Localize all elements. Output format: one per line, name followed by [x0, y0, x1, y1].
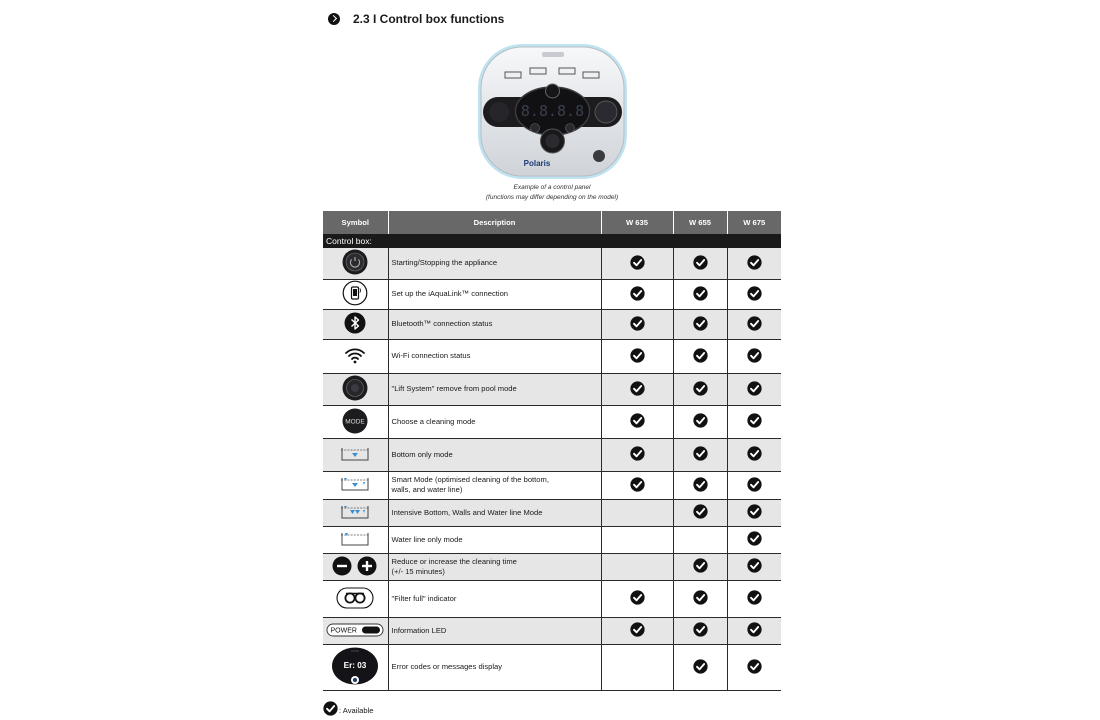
description-cell [388, 471, 601, 499]
error-display-icon [331, 646, 379, 686]
check-icon [630, 348, 645, 363]
description-line: Starting/Stopping the appliance [391, 258, 498, 268]
description-cell [388, 580, 601, 617]
description-line: "Filter full" indicator [391, 593, 457, 603]
check-icon [693, 316, 708, 331]
panel-caption [400, 183, 704, 203]
availability-cell-w655 [673, 438, 727, 471]
smartphone-icon [342, 280, 368, 306]
header-model-w675: W 675 [727, 211, 781, 234]
description-line: Smart Mode (optimised cleaning of the bottom, [391, 475, 549, 484]
check-icon [693, 255, 708, 270]
lift-system-icon [342, 375, 368, 401]
description-cell [388, 405, 601, 438]
symbol-cell [323, 405, 388, 438]
availability-cell-w635 [601, 438, 673, 471]
section-row [323, 234, 781, 248]
availability-cell-w655 [673, 248, 727, 279]
check-icon [747, 413, 762, 428]
check-icon [630, 446, 645, 461]
availability-cell-w635 [601, 405, 673, 438]
check-icon [630, 255, 645, 270]
availability-cell-w655 [673, 471, 727, 499]
description-cell [388, 553, 601, 580]
check-icon [693, 413, 708, 428]
availability-cell-w635 [601, 499, 673, 526]
check-icon [693, 348, 708, 363]
check-icon [747, 622, 762, 637]
availability-cell-w635 [601, 248, 673, 279]
check-icon [630, 316, 645, 331]
description-cell [388, 617, 601, 644]
table-row [323, 580, 781, 617]
description-cell [388, 499, 601, 526]
check-icon [747, 316, 762, 331]
minus-plus-icon [332, 556, 378, 576]
table-row [323, 248, 781, 279]
symbol-cell [323, 644, 388, 690]
control-panel-image [475, 42, 630, 182]
availability-cell-w655 [673, 553, 727, 580]
check-icon [747, 446, 762, 461]
description-line: Choose a cleaning mode [391, 416, 476, 426]
description-line: Information LED [391, 625, 447, 635]
header-model-w635: W 635 [601, 211, 673, 234]
description-line: Bottom only mode [391, 449, 453, 459]
bluetooth-icon [344, 312, 366, 334]
wifi-icon [344, 346, 366, 364]
caption-line-1: Example of a control panel [513, 184, 591, 191]
water-line-icon [339, 530, 371, 548]
availability-cell-w675 [727, 248, 781, 279]
availability-cell-w655 [673, 580, 727, 617]
availability-cell-w675 [727, 438, 781, 471]
control-box-functions-table [323, 211, 781, 691]
svg-text:Er: 03: Er: 03 [343, 661, 367, 670]
table-header-row [323, 211, 781, 234]
panel-display-text: 8.8.8.8 [520, 102, 585, 120]
symbol-cell [323, 339, 388, 373]
availability-cell-w635 [601, 279, 673, 309]
table-row [323, 309, 781, 339]
description-cell [388, 339, 601, 373]
check-icon [747, 558, 762, 573]
availability-cell-w655 [673, 617, 727, 644]
availability-cell-w635 [601, 471, 673, 499]
description-cell [388, 526, 601, 553]
availability-cell-w635 [601, 339, 673, 373]
description-line: "Lift System" remove from pool mode [391, 384, 517, 393]
symbol-cell [323, 248, 388, 279]
table-row [323, 405, 781, 438]
intensive-mode-icon [339, 503, 371, 521]
table-row [323, 553, 781, 580]
check-icon [747, 381, 762, 396]
availability-cell-w675 [727, 373, 781, 405]
availability-cell-w675 [727, 644, 781, 690]
description-cell [388, 644, 601, 690]
availability-cell-w635 [601, 580, 673, 617]
check-icon [693, 381, 708, 396]
check-icon [747, 286, 762, 301]
bottom-only-icon [339, 445, 371, 463]
availability-cell-w655 [673, 309, 727, 339]
svg-text:MODE: MODE [345, 418, 365, 425]
legend-label: : Available [339, 706, 374, 715]
table-row [323, 644, 781, 690]
symbol-cell [323, 526, 388, 553]
symbol-cell [323, 373, 388, 405]
table-row [323, 526, 781, 553]
section-heading [328, 11, 504, 27]
header-description: Description [388, 211, 601, 234]
symbol-cell [323, 617, 388, 644]
description-line: Wi-Fi connection status [391, 351, 471, 360]
table-row [323, 279, 781, 309]
power-led-icon [326, 623, 384, 637]
description-line: Water line only mode [391, 534, 463, 544]
mode-button-icon [342, 408, 368, 434]
check-icon [693, 286, 708, 301]
description-line: Set up the iAquaLink™ connection [391, 289, 509, 298]
availability-cell-w635 [601, 617, 673, 644]
check-icon [747, 477, 762, 492]
check-icon [693, 477, 708, 492]
symbol-cell [323, 309, 388, 339]
check-icon [747, 531, 762, 546]
availability-cell-w635 [601, 526, 673, 553]
check-icon [693, 504, 708, 519]
section-label: Control box: [323, 234, 781, 248]
availability-cell-w655 [673, 279, 727, 309]
symbol-cell [323, 438, 388, 471]
check-icon [747, 348, 762, 363]
availability-cell-w655 [673, 644, 727, 690]
description-cell [388, 279, 601, 309]
symbol-cell [323, 471, 388, 499]
description-cell [388, 373, 601, 405]
description-line: Bluetooth™ connection status [391, 319, 493, 328]
availability-cell-w635 [601, 373, 673, 405]
check-icon [630, 590, 645, 605]
check-icon [693, 659, 708, 674]
smart-mode-icon [339, 475, 371, 493]
availability-cell-w675 [727, 309, 781, 339]
availability-cell-w655 [673, 405, 727, 438]
availability-cell-w675 [727, 580, 781, 617]
table-row [323, 499, 781, 526]
availability-cell-w675 [727, 405, 781, 438]
symbol-cell [323, 499, 388, 526]
check-icon [747, 590, 762, 605]
availability-cell-w675 [727, 553, 781, 580]
check-icon [630, 477, 645, 492]
check-icon [693, 446, 708, 461]
availability-cell-w675 [727, 339, 781, 373]
table-row [323, 617, 781, 644]
check-icon [630, 622, 645, 637]
check-icon [630, 286, 645, 301]
check-icon [693, 590, 708, 605]
availability-cell-w655 [673, 339, 727, 373]
symbol-cell [323, 580, 388, 617]
check-icon [630, 413, 645, 428]
check-icon [747, 255, 762, 270]
filter-full-icon [336, 587, 374, 609]
availability-cell-w675 [727, 471, 781, 499]
table-row [323, 471, 781, 499]
section-title: 2.3 I Control box functions [353, 12, 505, 26]
legend [323, 700, 373, 716]
check-icon [747, 504, 762, 519]
description-line: walls, and water line) [391, 485, 463, 494]
description-cell [388, 248, 601, 279]
panel-brand: Polaris [523, 159, 551, 168]
check-icon [693, 622, 708, 637]
table-row [323, 438, 781, 471]
description-line: (+/- 15 minutes) [391, 566, 445, 576]
check-icon [693, 558, 708, 573]
availability-cell-w655 [673, 499, 727, 526]
availability-cell-w655 [673, 373, 727, 405]
description-line: Error codes or messages display [391, 662, 503, 671]
availability-cell-w655 [673, 526, 727, 553]
symbol-cell [323, 553, 388, 580]
description-cell [388, 309, 601, 339]
table-row [323, 339, 781, 373]
availability-cell-w675 [727, 526, 781, 553]
availability-cell-w675 [727, 617, 781, 644]
check-icon [747, 659, 762, 674]
arrow-bullet-icon [328, 13, 340, 25]
availability-cell-w635 [601, 644, 673, 690]
description-line: Reduce or increase the cleaning time [391, 556, 517, 566]
power-button-icon [342, 249, 368, 275]
symbol-cell [323, 279, 388, 309]
caption-line-2: (functions may differ depending on the model) [485, 194, 619, 201]
description-line: Intensive Bottom, Walls and Water line Mode [391, 507, 543, 517]
availability-cell-w635 [601, 309, 673, 339]
availability-cell-w675 [727, 279, 781, 309]
header-symbol: Symbol [323, 211, 388, 234]
description-cell [388, 438, 601, 471]
svg-text:POWER: POWER [330, 627, 358, 635]
check-icon [630, 381, 645, 396]
header-model-w655: W 655 [673, 211, 727, 234]
availability-cell-w675 [727, 499, 781, 526]
availability-cell-w635 [601, 553, 673, 580]
legend-check-icon [323, 701, 338, 716]
table-row [323, 373, 781, 405]
